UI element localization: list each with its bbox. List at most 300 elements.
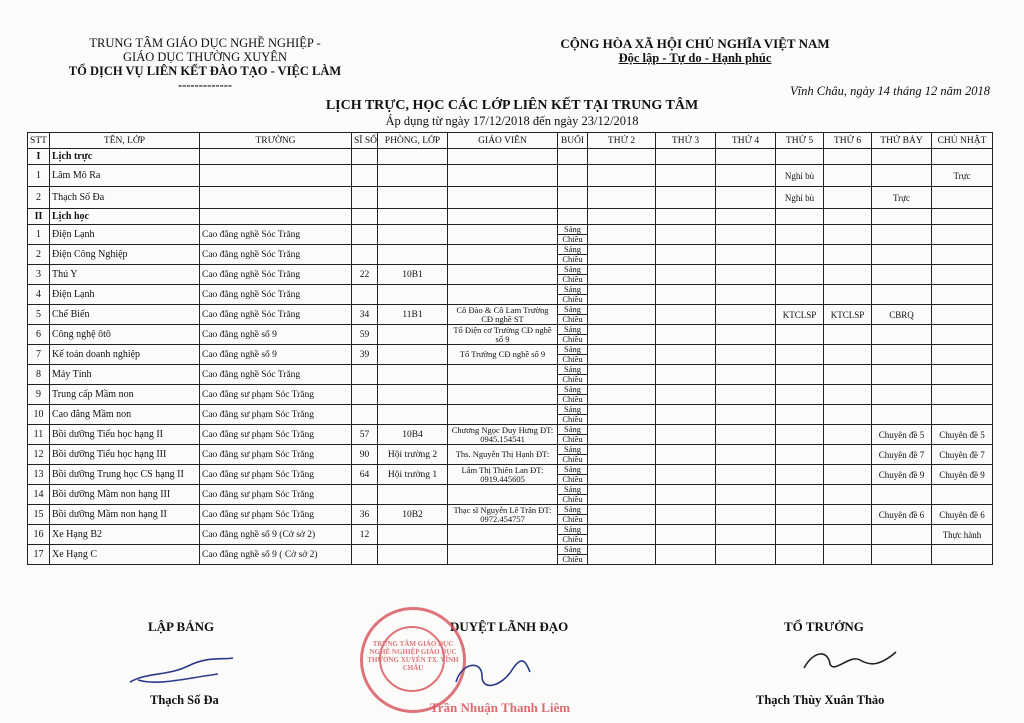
row-number: 9 xyxy=(28,385,50,405)
day-cell xyxy=(776,345,824,365)
day-cell xyxy=(824,325,872,345)
school-name: Cao đẳng nghề số 9 xyxy=(200,325,352,345)
row-number: 15 xyxy=(28,505,50,525)
day-cell xyxy=(776,505,824,525)
day-cell xyxy=(588,325,656,345)
column-header: THỨ 2 xyxy=(588,133,656,149)
column-header: CHỦ NHẬT xyxy=(932,133,993,149)
day-cell xyxy=(824,165,872,187)
table-cell xyxy=(588,149,656,165)
column-header: BUỔI xyxy=(558,133,588,149)
day-cell xyxy=(776,445,824,465)
day-cell xyxy=(656,325,716,345)
class-name: Công nghệ ôtô xyxy=(50,325,200,345)
org-line-2: GIÁO DỤC THƯỜNG XUYÊN xyxy=(123,50,287,64)
preparer-signature xyxy=(128,652,238,692)
national-header xyxy=(530,36,860,66)
column-header: TÊN, LỚP xyxy=(50,133,200,149)
day-cell: Chuyên đề 7 xyxy=(872,445,932,465)
day-cell: Chuyên đề 6 xyxy=(932,505,993,525)
day-cell xyxy=(824,425,872,445)
row-number: 14 xyxy=(28,485,50,505)
day-cell xyxy=(588,285,656,305)
day-cell xyxy=(776,325,824,345)
column-header: PHÒNG, LỚP xyxy=(378,133,448,149)
day-cell xyxy=(656,365,716,385)
class-size xyxy=(352,285,378,305)
day-cell xyxy=(932,545,993,565)
session-afternoon: Chiều xyxy=(558,435,588,445)
org-line-3: TỔ DỊCH VỤ LIÊN KẾT ĐÀO TẠO - VIỆC LÀM xyxy=(68,64,342,78)
day-cell xyxy=(932,365,993,385)
day-cell xyxy=(656,425,716,445)
row-number: 2 xyxy=(28,187,50,209)
day-cell xyxy=(716,285,776,305)
day-cell xyxy=(588,525,656,545)
day-cell xyxy=(824,385,872,405)
class-name: Bồi dưỡng Tiểu học hạng II xyxy=(50,425,200,445)
table-cell xyxy=(558,209,588,225)
room xyxy=(378,225,448,245)
session-afternoon: Chiều xyxy=(558,235,588,245)
teacher: Ths. Nguyễn Thị Hạnh ĐT: xyxy=(448,445,558,465)
day-cell xyxy=(716,525,776,545)
day-cell xyxy=(824,265,872,285)
row-number: 4 xyxy=(28,285,50,305)
class-name: Máy Tính xyxy=(50,365,200,385)
day-cell xyxy=(716,365,776,385)
table-cell xyxy=(200,187,352,209)
table-cell xyxy=(776,209,824,225)
table-cell xyxy=(378,187,448,209)
row-number: 7 xyxy=(28,345,50,365)
teacher xyxy=(448,545,558,565)
day-cell xyxy=(588,425,656,445)
section-row xyxy=(28,149,993,165)
room: 10B4 xyxy=(378,425,448,445)
class-row xyxy=(28,265,993,275)
room xyxy=(378,285,448,305)
day-cell xyxy=(656,265,716,285)
class-row xyxy=(28,365,993,375)
room xyxy=(378,365,448,385)
school-name: Cao đẳng nghề Sóc Trăng xyxy=(200,245,352,265)
day-cell xyxy=(588,545,656,565)
day-cell xyxy=(872,285,932,305)
table-cell xyxy=(932,149,993,165)
row-number: 2 xyxy=(28,245,50,265)
duty-row xyxy=(28,187,993,209)
room xyxy=(378,385,448,405)
row-number: 13 xyxy=(28,465,50,485)
duty-row xyxy=(28,165,993,187)
session-morning: Sáng xyxy=(558,325,588,335)
teacher: Thạc sĩ Nguyễn Lê Trân ĐT: 0972.454757 xyxy=(448,505,558,525)
day-cell xyxy=(656,305,716,325)
day-cell xyxy=(776,365,824,385)
day-cell xyxy=(716,425,776,445)
session-afternoon: Chiều xyxy=(558,275,588,285)
school-name: Cao đẳng sư phạm Sóc Trăng xyxy=(200,485,352,505)
class-row xyxy=(28,305,993,315)
day-cell xyxy=(932,485,993,505)
day-cell xyxy=(656,345,716,365)
day-cell xyxy=(716,465,776,485)
session-afternoon: Chiều xyxy=(558,515,588,525)
session-morning: Sáng xyxy=(558,525,588,535)
class-size xyxy=(352,225,378,245)
table-cell xyxy=(558,165,588,187)
row-number: 6 xyxy=(28,325,50,345)
row-number: 11 xyxy=(28,425,50,445)
table-cell xyxy=(200,149,352,165)
day-cell: Chuyên đề 5 xyxy=(932,425,993,445)
class-size: 64 xyxy=(352,465,378,485)
section-number: II xyxy=(28,209,50,225)
session-morning: Sáng xyxy=(558,445,588,455)
day-cell xyxy=(716,485,776,505)
day-cell xyxy=(588,165,656,187)
day-cell xyxy=(872,365,932,385)
day-cell xyxy=(872,225,932,245)
column-header: THỨ 4 xyxy=(716,133,776,149)
column-header: SĨ SỐ xyxy=(352,133,378,149)
teacher xyxy=(448,385,558,405)
national-motto: Độc lập - Tự do - Hạnh phúc xyxy=(618,51,772,65)
row-number: 17 xyxy=(28,545,50,565)
session-afternoon: Chiều xyxy=(558,355,588,365)
national-title: CỘNG HÒA XÃ HỘI CHỦ NGHĨA VIỆT NAM xyxy=(560,36,830,51)
school-name: Cao đẳng sư phạm Sóc Trăng xyxy=(200,465,352,485)
session-morning: Sáng xyxy=(558,385,588,395)
day-cell xyxy=(656,165,716,187)
day-cell xyxy=(872,245,932,265)
class-row xyxy=(28,405,993,415)
day-cell: Thực hành xyxy=(932,525,993,545)
day-cell xyxy=(656,505,716,525)
school-name: Cao đẳng nghề Sóc Trăng xyxy=(200,285,352,305)
day-cell xyxy=(872,525,932,545)
day-cell xyxy=(656,525,716,545)
day-cell xyxy=(824,345,872,365)
row-number: 1 xyxy=(28,165,50,187)
session-morning: Sáng xyxy=(558,465,588,475)
class-name: Chế Biến xyxy=(50,305,200,325)
approver-signature xyxy=(452,652,532,692)
day-cell xyxy=(776,405,824,425)
table-cell xyxy=(716,209,776,225)
school-name: Cao đẳng nghề Sóc Trăng xyxy=(200,265,352,285)
day-cell xyxy=(716,505,776,525)
session-morning: Sáng xyxy=(558,405,588,415)
class-size: 90 xyxy=(352,445,378,465)
class-name: Cao đẳng Mầm non xyxy=(50,405,200,425)
day-cell xyxy=(588,225,656,245)
class-name: Bồi dưỡng Mầm non hạng II xyxy=(50,505,200,525)
table-cell xyxy=(378,149,448,165)
day-cell xyxy=(716,405,776,425)
day-cell xyxy=(716,187,776,209)
day-cell xyxy=(588,187,656,209)
table-cell xyxy=(200,209,352,225)
day-cell xyxy=(824,285,872,305)
day-cell xyxy=(776,285,824,305)
column-header: STT xyxy=(28,133,50,149)
class-size xyxy=(352,545,378,565)
class-name: Bồi dưỡng Trung học CS hạng II xyxy=(50,465,200,485)
session-morning: Sáng xyxy=(558,305,588,315)
day-cell: KTCLSP xyxy=(776,305,824,325)
day-cell xyxy=(588,365,656,385)
day-cell xyxy=(824,187,872,209)
day-cell xyxy=(932,385,993,405)
class-name: Bồi dưỡng Tiểu học hạng III xyxy=(50,445,200,465)
day-cell xyxy=(656,245,716,265)
session-afternoon: Chiều xyxy=(558,255,588,265)
table-cell xyxy=(448,209,558,225)
leader-name: Thạch Thùy Xuân Thảo xyxy=(756,693,885,707)
session-morning: Sáng xyxy=(558,245,588,255)
session-morning: Sáng xyxy=(558,345,588,355)
org-line-4: ------------- xyxy=(177,78,233,92)
day-cell xyxy=(588,445,656,465)
session-morning: Sáng xyxy=(558,425,588,435)
class-size xyxy=(352,485,378,505)
day-cell xyxy=(824,405,872,425)
day-cell xyxy=(824,525,872,545)
day-cell xyxy=(588,505,656,525)
day-cell xyxy=(716,385,776,405)
class-size: 12 xyxy=(352,525,378,545)
school-name: Cao đẳng sư phạm Sóc Trăng xyxy=(200,385,352,405)
organization-header xyxy=(40,36,370,92)
teacher xyxy=(448,285,558,305)
day-cell xyxy=(872,405,932,425)
teacher xyxy=(448,245,558,265)
official-stamp: TRUNG TÂM GIÁO DỤC NGHỀ NGHIỆP GIÁO DỤC THƯỜNG XUYÊN TX. VĨNH CHÂU xyxy=(360,607,466,713)
day-cell xyxy=(776,385,824,405)
day-cell xyxy=(776,265,824,285)
room: 10B2 xyxy=(378,505,448,525)
session-morning: Sáng xyxy=(558,285,588,295)
row-number: 3 xyxy=(28,265,50,285)
day-cell xyxy=(588,385,656,405)
session-morning: Sáng xyxy=(558,545,588,555)
table-cell xyxy=(558,187,588,209)
class-size xyxy=(352,405,378,425)
day-cell xyxy=(824,485,872,505)
day-cell: Nghỉ bù xyxy=(776,187,824,209)
teacher xyxy=(448,485,558,505)
table-cell xyxy=(378,209,448,225)
day-cell xyxy=(656,285,716,305)
approver-name: Trần Nhuận Thanh Liêm xyxy=(430,700,571,715)
class-row xyxy=(28,425,993,435)
session-afternoon: Chiều xyxy=(558,375,588,385)
table-cell xyxy=(588,209,656,225)
class-name: Xe Hạng C xyxy=(50,545,200,565)
table-cell xyxy=(352,149,378,165)
session-morning: Sáng xyxy=(558,505,588,515)
class-name: Xe Hạng B2 xyxy=(50,525,200,545)
day-cell xyxy=(824,445,872,465)
row-number: 10 xyxy=(28,405,50,425)
day-cell xyxy=(656,465,716,485)
day-cell xyxy=(872,345,932,365)
table-cell xyxy=(824,209,872,225)
teacher: Lâm Thị Thiên Lan ĐT: 0919.445605 xyxy=(448,465,558,485)
table-cell xyxy=(352,209,378,225)
room xyxy=(378,325,448,345)
room xyxy=(378,245,448,265)
school-name: Cao đẳng nghề Sóc Trăng xyxy=(200,225,352,245)
table-cell xyxy=(872,209,932,225)
day-cell xyxy=(872,325,932,345)
teacher: Tổ Trường CĐ nghề số 9 xyxy=(448,345,558,365)
day-cell xyxy=(716,265,776,285)
day-cell xyxy=(932,265,993,285)
day-cell: CBRQ xyxy=(872,305,932,325)
section-number: I xyxy=(28,149,50,165)
day-cell xyxy=(824,365,872,385)
day-cell xyxy=(776,525,824,545)
day-cell xyxy=(824,465,872,485)
document-title: LỊCH TRỰC, HỌC CÁC LỚP LIÊN KẾT TẠI TRUNG TÂM xyxy=(325,98,699,113)
table-cell xyxy=(200,165,352,187)
class-name: Thú Y xyxy=(50,265,200,285)
class-row xyxy=(28,505,993,515)
session-afternoon: Chiều xyxy=(558,295,588,305)
day-cell xyxy=(776,245,824,265)
day-cell xyxy=(932,305,993,325)
table-cell xyxy=(558,149,588,165)
room xyxy=(378,545,448,565)
class-row xyxy=(28,465,993,475)
class-name: Điện Lạnh xyxy=(50,225,200,245)
leader-signature xyxy=(800,644,900,680)
room: 11B1 xyxy=(378,305,448,325)
day-cell xyxy=(824,245,872,265)
staff-name: Thạch Số Đa xyxy=(50,187,200,209)
day-cell xyxy=(588,305,656,325)
session-afternoon: Chiều xyxy=(558,395,588,405)
day-cell xyxy=(656,485,716,505)
day-cell xyxy=(656,545,716,565)
school-name: Cao đẳng nghề số 9 xyxy=(200,345,352,365)
day-cell xyxy=(716,545,776,565)
day-cell xyxy=(776,545,824,565)
room: 10B1 xyxy=(378,265,448,285)
day-cell xyxy=(872,545,932,565)
date-line: Vĩnh Châu, ngày 14 tháng 12 năm 2018 xyxy=(790,84,990,98)
table-cell xyxy=(378,165,448,187)
approver-title: DUYỆT LÃNH ĐẠO xyxy=(450,619,569,634)
table-cell xyxy=(448,165,558,187)
session-afternoon: Chiều xyxy=(558,495,588,505)
school-name: Cao đẳng sư phạm Sóc Trăng xyxy=(200,425,352,445)
day-cell xyxy=(824,505,872,525)
day-cell xyxy=(716,325,776,345)
day-cell xyxy=(588,485,656,505)
day-cell xyxy=(656,225,716,245)
table-cell xyxy=(776,149,824,165)
day-cell: Nghỉ bù xyxy=(776,165,824,187)
day-cell: Chuyên đề 6 xyxy=(872,505,932,525)
day-cell xyxy=(588,265,656,285)
session-afternoon: Chiều xyxy=(558,335,588,345)
teacher xyxy=(448,405,558,425)
day-cell xyxy=(776,225,824,245)
day-cell xyxy=(588,345,656,365)
class-size: 36 xyxy=(352,505,378,525)
day-cell xyxy=(776,465,824,485)
class-row xyxy=(28,445,993,455)
class-name: Điện Lạnh xyxy=(50,285,200,305)
row-number: 1 xyxy=(28,225,50,245)
teacher xyxy=(448,365,558,385)
column-header: TRƯỜNG xyxy=(200,133,352,149)
room xyxy=(378,525,448,545)
school-name: Cao đẳng nghề số 9 ( Cở sở 2) xyxy=(200,545,352,565)
class-size xyxy=(352,365,378,385)
class-row xyxy=(28,245,993,255)
room: Hội trường 2 xyxy=(378,445,448,465)
session-morning: Sáng xyxy=(558,365,588,375)
schedule-table xyxy=(27,132,993,565)
day-cell xyxy=(824,225,872,245)
day-cell xyxy=(932,225,993,245)
room xyxy=(378,345,448,365)
session-afternoon: Chiều xyxy=(558,315,588,325)
day-cell: Trực xyxy=(932,165,993,187)
table-header-row xyxy=(28,133,993,149)
day-cell xyxy=(656,187,716,209)
day-cell xyxy=(824,545,872,565)
document-subtitle: Áp dụng từ ngày 17/12/2018 đến ngày 23/12/2018 xyxy=(385,114,639,128)
leader-title: TỔ TRƯỞNG xyxy=(784,619,864,634)
school-name: Cao đẳng nghề Sóc Trăng xyxy=(200,365,352,385)
class-row xyxy=(28,325,993,335)
column-header: GIÁO VIÊN xyxy=(448,133,558,149)
day-cell xyxy=(656,385,716,405)
class-size: 34 xyxy=(352,305,378,325)
day-cell xyxy=(716,165,776,187)
preparer-name: Thạch Số Đa xyxy=(150,693,219,707)
table-cell xyxy=(872,149,932,165)
day-cell xyxy=(656,405,716,425)
table-cell xyxy=(448,149,558,165)
day-cell xyxy=(932,285,993,305)
row-number: 16 xyxy=(28,525,50,545)
teacher xyxy=(448,265,558,285)
day-cell xyxy=(716,445,776,465)
day-cell xyxy=(872,485,932,505)
day-cell: Chuyên đề 5 xyxy=(872,425,932,445)
day-cell: Chuyên đề 9 xyxy=(932,465,993,485)
table-cell xyxy=(932,209,993,225)
table-cell xyxy=(352,165,378,187)
room: Hội trường 1 xyxy=(378,465,448,485)
class-size xyxy=(352,385,378,405)
session-afternoon: Chiều xyxy=(558,455,588,465)
class-size: 57 xyxy=(352,425,378,445)
teacher: Cô Đào & Cô Lam Trường CĐ nghề ST xyxy=(448,305,558,325)
school-name: Cao đẳng sư phạm Sóc Trăng xyxy=(200,405,352,425)
day-cell: Chuyên đề 7 xyxy=(932,445,993,465)
teacher: Chương Ngọc Duy Hưng ĐT: 0945.154541 xyxy=(448,425,558,445)
day-cell xyxy=(872,385,932,405)
day-cell xyxy=(932,345,993,365)
